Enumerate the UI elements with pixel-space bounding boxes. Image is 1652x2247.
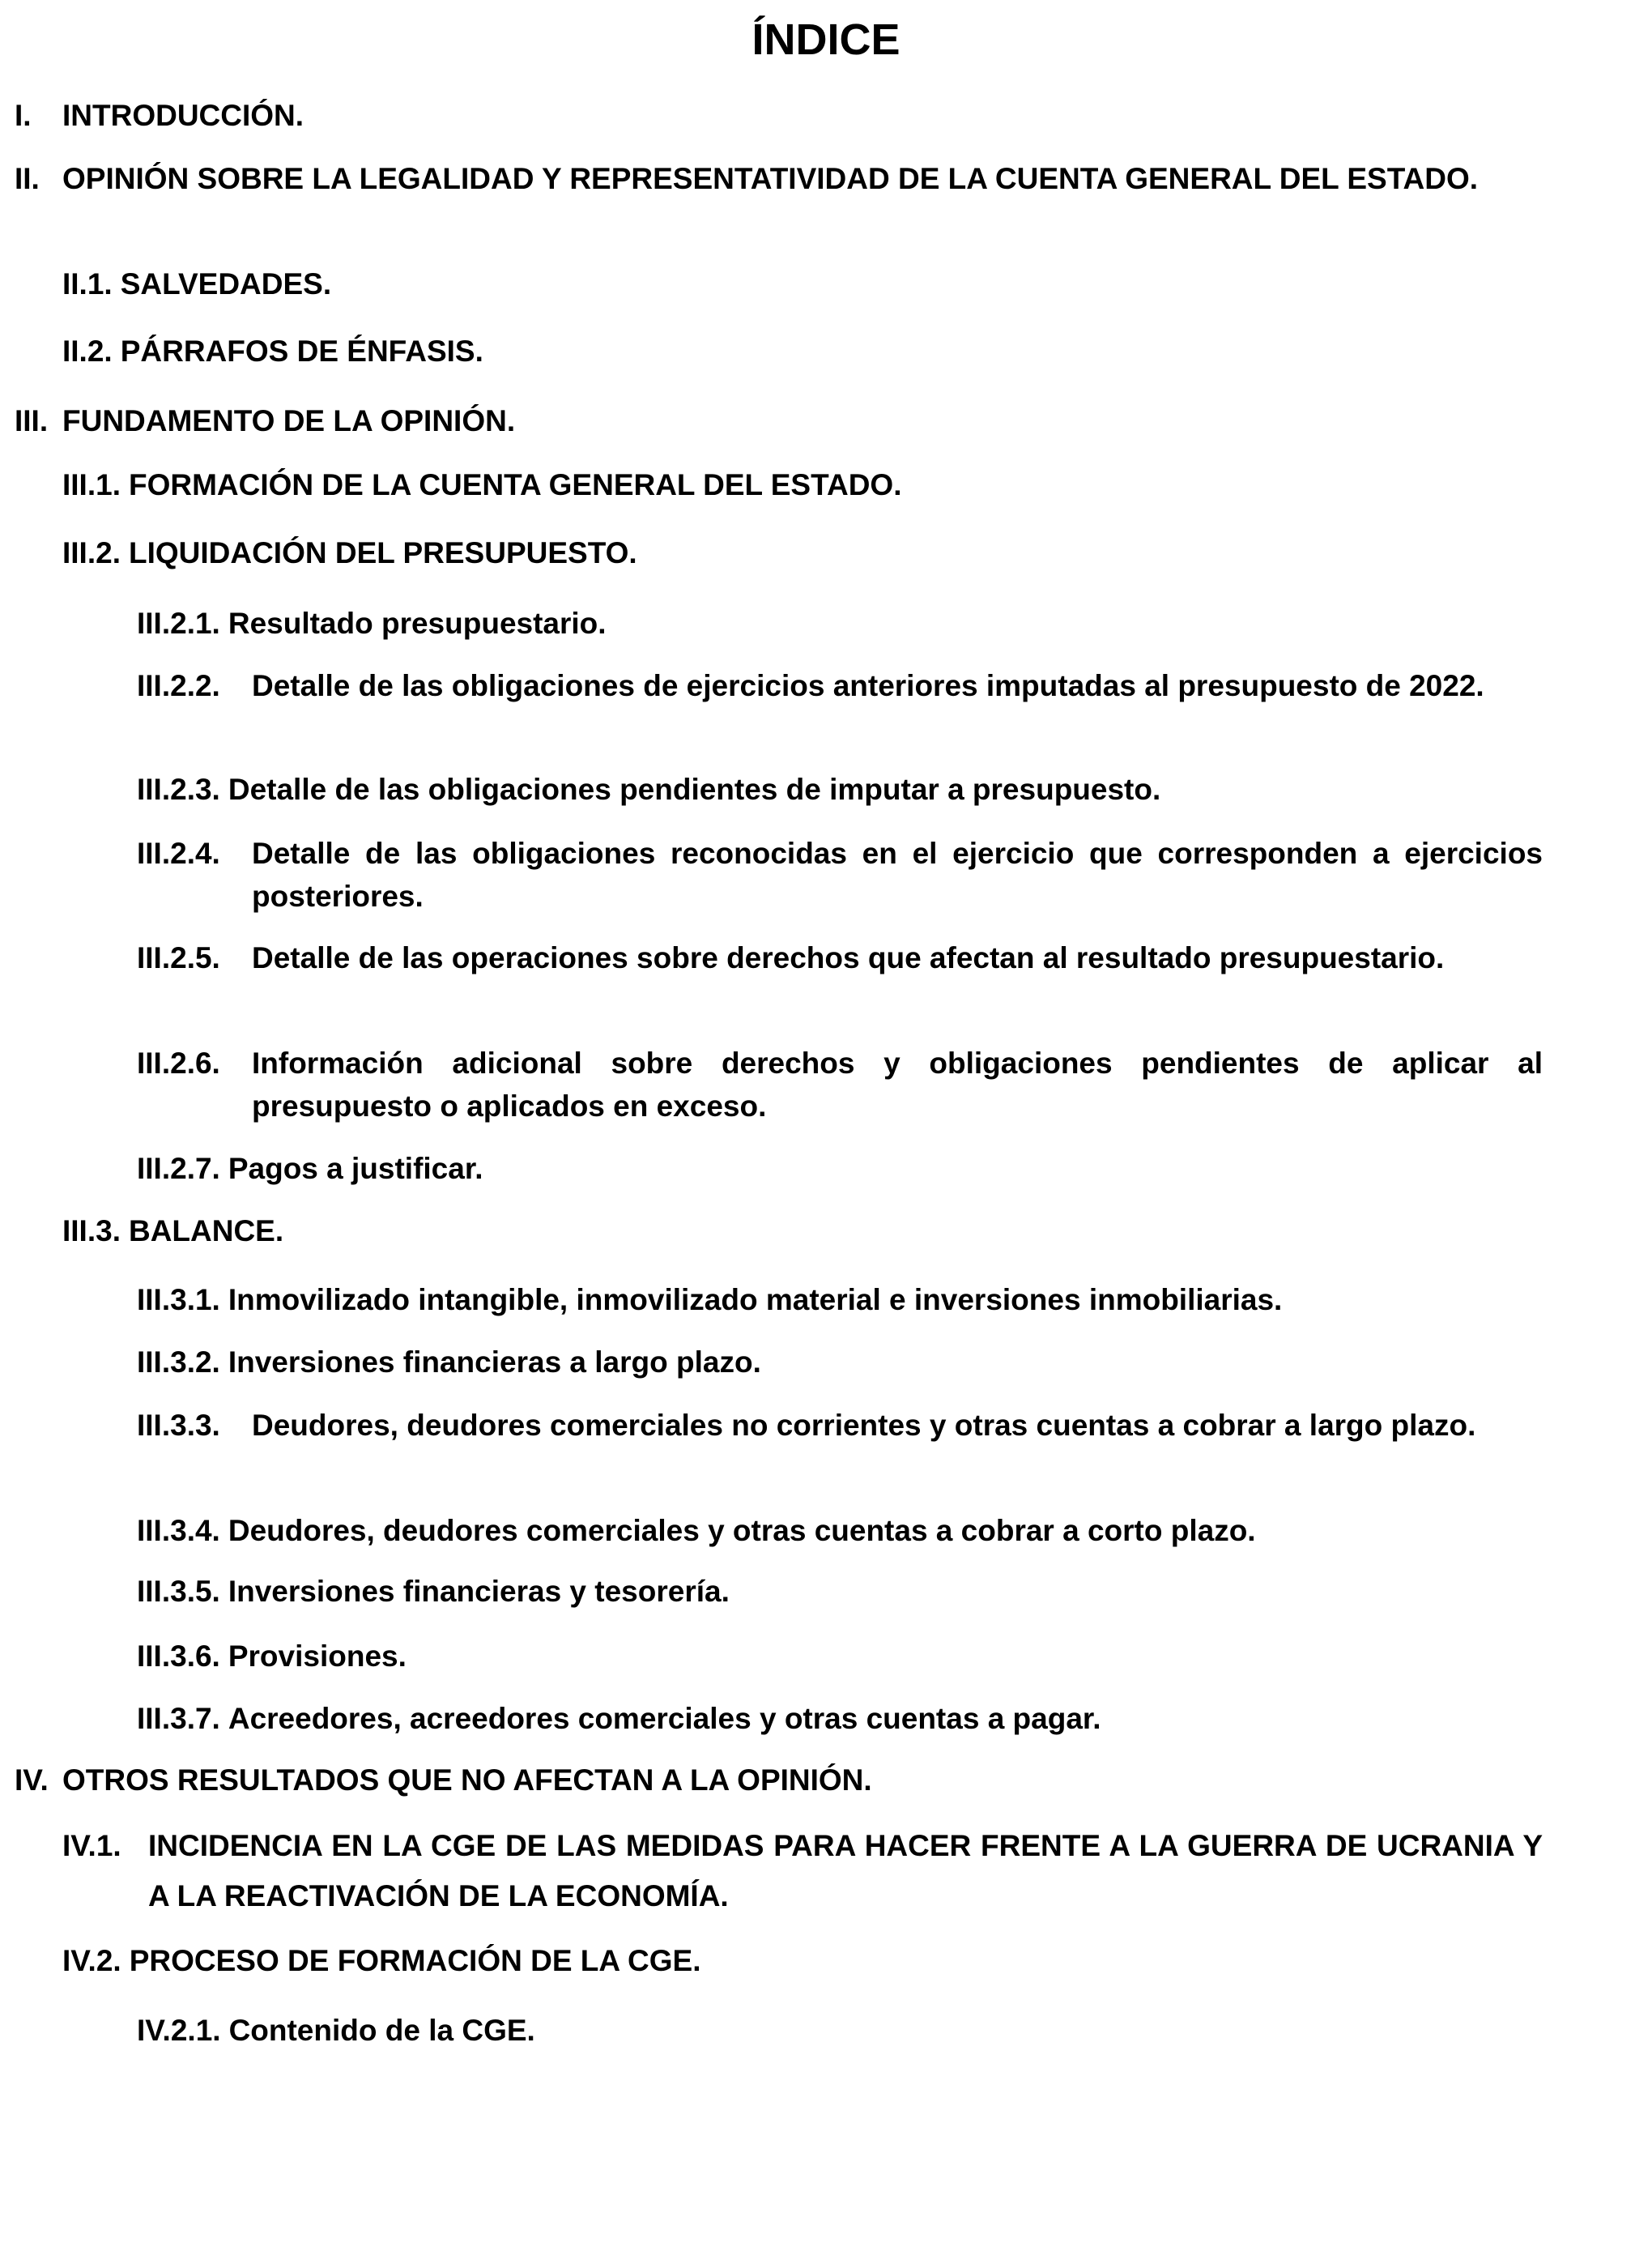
toc-entry-number: III.3.5. (137, 1575, 220, 1608)
toc-entry-number: III.2.5. (137, 941, 220, 974)
toc-entry[interactable] (137, 1570, 1543, 1613)
toc-entry-number: III.2. (62, 536, 121, 569)
toc-entry-text: INTRODUCCIÓN. (62, 99, 304, 132)
toc-entry-text: Detalle de las obligaciones pendientes de imputar a presupuesto. (228, 773, 1161, 806)
toc-entry-text: LIQUIDACIÓN DEL PRESUPUESTO. (128, 536, 637, 569)
toc-entry-number: IV. (15, 1763, 49, 1797)
toc-entry[interactable] (137, 1341, 1543, 1384)
toc-entry-number: III.3.1. (137, 1283, 220, 1316)
toc-entry-text: Deudores, deudores comerciales no corrientes y otras cuentas a cobrar a largo plazo. (252, 1409, 1476, 1442)
toc-entry-number: III.2.3. (137, 773, 220, 806)
toc-entry-text: Resultado presupuestario. (228, 607, 607, 640)
toc-entry-number: II.1. (62, 267, 113, 301)
toc-entry-number: III.3.6. (137, 1639, 220, 1673)
toc-entry-text: Información adicional sobre derechos y obligaciones pendientes de aplicar al presupuesto o aplicados en exceso. (252, 1047, 1543, 1123)
toc-entry-number: III.3.3. (137, 1409, 220, 1442)
toc-entry-number: II. (15, 162, 40, 195)
toc-entry-number: I. (15, 99, 32, 132)
toc-entry-text: INCIDENCIA EN LA CGE DE LAS MEDIDAS PARA HACER FRENTE A LA GUERRA DE UCRANIA Y A LA REACTIVACIÓN DE LA ECONOMÍA. (148, 1829, 1543, 1912)
toc-entry[interactable] (62, 262, 1543, 305)
toc-entry-number: III.2.2. (137, 669, 220, 702)
toc-entry-text: Detalle de las obligaciones de ejercicios anteriores imputadas al presupuesto de 2022. (252, 669, 1484, 702)
toc-entry-number: III. (15, 404, 49, 437)
toc-entry-number: III.3.2. (137, 1345, 220, 1379)
toc-entry[interactable] (62, 330, 1543, 373)
toc-entry-text: Inversiones financieras y tesorería. (228, 1575, 730, 1608)
toc-entry[interactable] (62, 1209, 1543, 1252)
toc-entry-text: FORMACIÓN DE LA CUENTA GENERAL DEL ESTADO. (128, 468, 902, 501)
toc-entry-number: III.2.6. (137, 1047, 220, 1080)
toc-entry-text: Contenido de la CGE. (228, 2014, 535, 2047)
toc-entry-text: Pagos a justificar. (228, 1152, 483, 1185)
toc-entry[interactable] (62, 531, 1543, 574)
toc-entry[interactable] (62, 463, 1543, 506)
toc-entry-number: III.2.1. (137, 607, 220, 640)
toc-entry[interactable] (62, 1939, 1543, 1982)
toc-entry-number: II.2. (62, 335, 113, 368)
page-title: ÍNDICE (751, 15, 901, 64)
toc-entry-text: PÁRRAFOS DE ÉNFASIS. (120, 335, 483, 368)
toc-entry-text: FUNDAMENTO DE LA OPINIÓN. (62, 404, 516, 437)
toc-entry-number: III.3.4. (137, 1514, 220, 1547)
toc-entry-number: III.2.7. (137, 1152, 220, 1185)
toc-entry-number: III.2.4. (137, 837, 220, 870)
toc-entry-text: Detalle de las obligaciones reconocidas en el ejercicio que corresponden a ejercicios posteriores. (252, 837, 1543, 913)
toc-entry-text: PROCESO DE FORMACIÓN DE LA CGE. (129, 1944, 701, 1977)
toc-entry[interactable] (137, 1697, 1543, 1740)
toc-entry-text: Deudores, deudores comerciales y otras cuentas a cobrar a corto plazo. (228, 1514, 1256, 1547)
toc-entry-number: III.1. (62, 468, 121, 501)
toc-entry-text: Provisiones. (228, 1639, 407, 1673)
toc-entry-text: SALVEDADES. (120, 267, 332, 301)
toc-entry-number: IV.1. (62, 1829, 121, 1862)
toc-entry-text: OPINIÓN SOBRE LA LEGALIDAD Y REPRESENTATIVIDAD DE LA CUENTA GENERAL DEL ESTADO. (62, 162, 1479, 195)
toc-entry-number: IV.2. (62, 1944, 121, 1977)
toc-entry-number: IV.2.1. (137, 2014, 221, 2047)
toc-entry[interactable] (137, 768, 1543, 811)
toc-entry-number: III.3. (62, 1214, 121, 1247)
toc-entry-text: OTROS RESULTADOS QUE NO AFECTAN A LA OPINIÓN. (62, 1763, 872, 1797)
toc-entry-text: Detalle de las operaciones sobre derechos que afectan al resultado presupuestario. (252, 941, 1445, 974)
toc-entry-number: III.3.7. (137, 1702, 220, 1735)
toc-entry[interactable] (137, 602, 1543, 645)
toc-entry[interactable] (137, 2009, 1543, 2052)
toc-entry[interactable] (137, 1635, 1543, 1678)
toc-entry-text: BALANCE. (128, 1214, 284, 1247)
toc-entry-text: Inmovilizado intangible, inmovilizado material e inversiones inmobiliarias. (228, 1283, 1283, 1316)
toc-entry[interactable] (137, 1147, 1543, 1190)
toc-entry-text: Inversiones financieras a largo plazo. (228, 1345, 761, 1379)
toc-entry[interactable] (137, 1509, 1543, 1552)
toc-entry[interactable] (137, 1278, 1543, 1321)
toc-entry-text: Acreedores, acreedores comerciales y otras cuentas a pagar. (228, 1702, 1101, 1735)
